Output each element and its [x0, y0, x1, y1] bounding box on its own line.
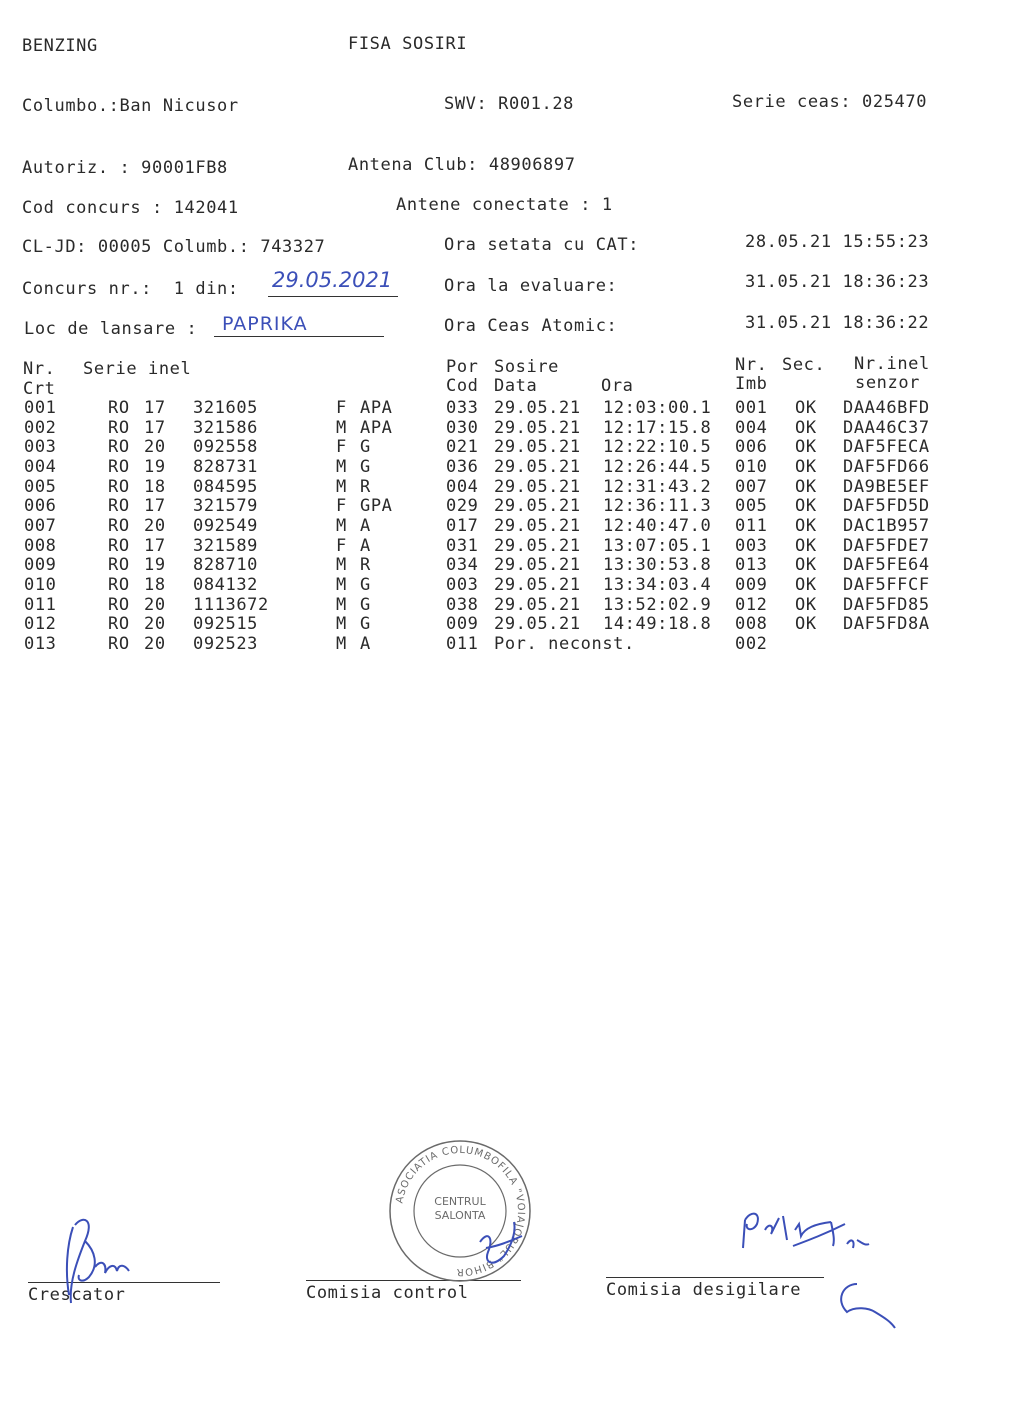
table-row — [0, 595, 1024, 615]
cell-year: 17 — [144, 496, 166, 517]
cell-country: RO — [108, 574, 130, 595]
cell-ring: 084595 — [193, 476, 259, 497]
cell-ring: 828731 — [193, 456, 259, 477]
cell-sensor: DAF5FD5D — [843, 496, 930, 517]
cell-ring: 1113672 — [193, 594, 269, 615]
cell-sensor: DAF5FD66 — [843, 456, 930, 477]
cell-date: 29.05.21 — [494, 476, 581, 497]
cell-nr: 005 — [24, 476, 57, 497]
cell-year: 19 — [144, 555, 166, 576]
cell-time: 12:26:44.5 — [603, 456, 712, 477]
cell-sex: M — [336, 417, 347, 438]
cell-ring: 092549 — [193, 515, 259, 536]
clock-set-value: 28.05.21 15:55:23 — [745, 232, 930, 252]
cell-date: 29.05.21 — [494, 555, 581, 576]
cell-sec: OK — [795, 417, 817, 438]
cell-sensor: DAF5FE64 — [843, 555, 930, 576]
cell-sex: M — [336, 515, 347, 536]
cell-sec: OK — [795, 398, 817, 418]
atomic-clock-value: 31.05.21 18:36:22 — [745, 313, 930, 333]
cell-sec: OK — [795, 476, 817, 497]
cell-country: RO — [108, 555, 130, 576]
cell-year: 20 — [144, 614, 166, 635]
cell-sec: OK — [795, 555, 817, 576]
cell-code: 009 — [446, 614, 479, 635]
cell-imb: 008 — [735, 614, 768, 635]
cell-imb: 010 — [735, 456, 768, 477]
contest-code: Cod concurs : 142041 — [22, 198, 239, 218]
cell-ring: 084132 — [193, 574, 259, 595]
table-row — [0, 516, 1024, 536]
cell-code: 011 — [446, 633, 479, 654]
association-stamp — [388, 1136, 538, 1286]
cell-time: 12:36:11.3 — [603, 496, 712, 517]
cell-sensor: DAA46C37 — [843, 417, 930, 438]
cell-nr: 002 — [24, 417, 57, 438]
cell-date: 29.05.21 — [494, 496, 581, 517]
cell-time: 14:49:18.8 — [603, 614, 712, 635]
cell-time: 13:34:03.4 — [603, 574, 712, 595]
cell-color: APA — [360, 398, 393, 418]
cell-ring: 321589 — [193, 535, 259, 556]
table-row — [0, 418, 1024, 438]
control-committee-label: Comisia control — [306, 1283, 469, 1303]
cell-nr: 009 — [24, 555, 57, 576]
cell-nr: 010 — [24, 574, 57, 595]
cell-sex: M — [336, 633, 347, 654]
cell-sex: M — [336, 456, 347, 477]
stamp-line-1: CENTRUL — [434, 1195, 486, 1208]
cell-sec: OK — [795, 594, 817, 615]
clock-set-label: Ora setata cu CAT: — [444, 235, 640, 255]
cell-imb: 005 — [735, 496, 768, 517]
cell-nr: 001 — [24, 398, 57, 418]
cell-imb: 003 — [735, 535, 768, 556]
cell-country: RO — [108, 535, 130, 556]
cell-sec: OK — [795, 496, 817, 517]
cell-year: 19 — [144, 456, 166, 477]
stamp-outer-text: ASOCIATIA COLUMBOFILA "VOIAJORUL" BIHOR — [394, 1144, 527, 1278]
cell-sex: M — [336, 594, 347, 615]
breeder-label: Crescator — [28, 1285, 126, 1305]
cell-country: RO — [108, 437, 130, 458]
table-row — [0, 437, 1024, 457]
cell-sex: F — [336, 437, 347, 458]
unsealing-committee-label: Comisia desigilare — [606, 1280, 802, 1300]
cell-country: RO — [108, 476, 130, 497]
cell-sensor: DAF5FD8A — [843, 614, 930, 635]
col-header-por: Por — [446, 357, 479, 377]
cell-sec: OK — [795, 515, 817, 536]
release-place-handwritten: PAPRIKA — [222, 313, 308, 335]
cell-imb: 002 — [735, 633, 768, 654]
cell-time: 12:22:10.5 — [603, 437, 712, 458]
cell-code: 036 — [446, 456, 479, 477]
cell-year: 18 — [144, 476, 166, 497]
cell-ring: 092515 — [193, 614, 259, 635]
contest-date-handwritten: 29.05.2021 — [272, 268, 393, 292]
table-row — [0, 496, 1024, 516]
clock-serial: Serie ceas: 025470 — [732, 92, 928, 112]
cell-color: G — [360, 594, 371, 615]
table-row — [0, 634, 1024, 654]
col-header-sensor-1: Nr.inel — [854, 354, 930, 374]
table-row — [0, 555, 1024, 575]
connected-antennas: Antene conectate : 1 — [396, 195, 613, 215]
document-title: FISA SOSIRI — [348, 34, 468, 54]
cell-sec: OK — [795, 456, 817, 477]
cell-date: 29.05.21 — [494, 456, 581, 477]
cell-year: 17 — [144, 535, 166, 556]
col-header-crt: Crt — [23, 379, 56, 399]
cell-year: 20 — [144, 437, 166, 458]
cell-code: 034 — [446, 555, 479, 576]
cell-sex: F — [336, 535, 347, 556]
cell-color: A — [360, 515, 371, 536]
cell-imb: 007 — [735, 476, 768, 497]
cell-code: 031 — [446, 535, 479, 556]
cell-nr: 006 — [24, 496, 57, 517]
cell-country: RO — [108, 398, 130, 418]
cell-code: 003 — [446, 574, 479, 595]
cell-date: 29.05.21 — [494, 574, 581, 595]
cell-sensor: DA9BE5EF — [843, 476, 930, 497]
cell-code: 030 — [446, 417, 479, 438]
cell-color: APA — [360, 417, 393, 438]
release-place-underline — [214, 336, 384, 337]
cell-country: RO — [108, 614, 130, 635]
cell-country: RO — [108, 496, 130, 517]
cell-country: RO — [108, 633, 130, 654]
cell-sex: M — [336, 614, 347, 635]
col-header-arrival: Sosire — [494, 357, 560, 377]
cell-date: 29.05.21 — [494, 437, 581, 458]
cell-imb: 009 — [735, 574, 768, 595]
cell-imb: 001 — [735, 398, 768, 418]
cell-date: Por. neconst. — [494, 633, 635, 654]
cell-sec: OK — [795, 574, 817, 595]
cell-color: G — [360, 456, 371, 477]
cell-sec: OK — [795, 535, 817, 556]
cell-sec: OK — [795, 437, 817, 458]
contest-number-label: Concurs nr.: 1 din: — [22, 279, 239, 299]
col-header-time: Ora — [601, 376, 634, 396]
cell-nr: 007 — [24, 515, 57, 536]
cell-ring: 321586 — [193, 417, 259, 438]
cell-code: 038 — [446, 594, 479, 615]
cell-country: RO — [108, 417, 130, 438]
evaluation-time-label: Ora la evaluare: — [444, 276, 618, 296]
cell-code: 021 — [446, 437, 479, 458]
cell-date: 29.05.21 — [494, 614, 581, 635]
release-place-label: Loc de lansare : — [24, 319, 198, 339]
col-header-sensor-2: senzor — [855, 373, 921, 393]
cell-time: 13:52:02.9 — [603, 594, 712, 615]
cell-time: 13:07:05.1 — [603, 535, 712, 556]
cell-nr: 003 — [24, 437, 57, 458]
cell-ring: 321579 — [193, 496, 259, 517]
breeder-signature — [55, 1205, 145, 1315]
cell-ring: 092558 — [193, 437, 259, 458]
columbofil-name: Columbo.:Ban Nicusor — [22, 96, 239, 116]
club-antenna: Antena Club: 48906897 — [348, 155, 576, 175]
cell-sensor: DAF5FECA — [843, 437, 930, 458]
cell-code: 004 — [446, 476, 479, 497]
cell-sex: M — [336, 555, 347, 576]
cell-sex: F — [336, 398, 347, 418]
evaluation-time-value: 31.05.21 18:36:23 — [745, 272, 930, 292]
cell-color: R — [360, 555, 371, 576]
cell-code: 033 — [446, 398, 479, 418]
swv-version: SWV: R001.28 — [444, 94, 575, 114]
cell-imb: 004 — [735, 417, 768, 438]
cell-code: 029 — [446, 496, 479, 517]
cell-year: 17 — [144, 417, 166, 438]
cell-nr: 013 — [24, 633, 57, 654]
table-row — [0, 614, 1024, 634]
col-header-ring-series: Serie inel — [83, 359, 192, 379]
col-header-cod: Cod — [446, 376, 479, 396]
cell-ring: 321605 — [193, 398, 259, 418]
col-header-nr-imb-1: Nr. — [735, 355, 768, 375]
cell-date: 29.05.21 — [494, 594, 581, 615]
cell-nr: 008 — [24, 535, 57, 556]
cell-imb: 006 — [735, 437, 768, 458]
table-row — [0, 536, 1024, 556]
col-header-sec: Sec. — [782, 355, 826, 375]
cell-color: R — [360, 476, 371, 497]
cell-country: RO — [108, 515, 130, 536]
cell-year: 20 — [144, 633, 166, 654]
cl-jd-line: CL-JD: 00005 Columb.: 743327 — [22, 237, 326, 257]
cell-sensor: DAA46BFD — [843, 398, 930, 418]
cell-country: RO — [108, 456, 130, 477]
cell-sec: OK — [795, 614, 817, 635]
cell-ring: 828710 — [193, 555, 259, 576]
cell-sensor: DAF5FDE7 — [843, 535, 930, 556]
cell-country: RO — [108, 594, 130, 615]
cell-sex: M — [336, 574, 347, 595]
table-row — [0, 398, 1024, 418]
cell-imb: 011 — [735, 515, 768, 536]
unsealing-signatures — [735, 1200, 905, 1340]
cell-code: 017 — [446, 515, 479, 536]
cell-time: 12:17:15.8 — [603, 417, 712, 438]
cell-year: 18 — [144, 574, 166, 595]
cell-time: 12:03:00.1 — [603, 398, 712, 418]
cell-color: G — [360, 574, 371, 595]
cell-date: 29.05.21 — [494, 398, 581, 418]
cell-color: A — [360, 633, 371, 654]
cell-nr: 011 — [24, 594, 57, 615]
cell-date: 29.05.21 — [494, 417, 581, 438]
cell-date: 29.05.21 — [494, 515, 581, 536]
cell-imb: 012 — [735, 594, 768, 615]
cell-nr: 012 — [24, 614, 57, 635]
col-header-date: Data — [494, 376, 538, 396]
col-header-nr: Nr. — [23, 359, 56, 379]
cell-date: 29.05.21 — [494, 535, 581, 556]
cell-imb: 013 — [735, 555, 768, 576]
cell-year: 17 — [144, 398, 166, 418]
cell-color: GPA — [360, 496, 393, 517]
cell-color: A — [360, 535, 371, 556]
table-row — [0, 575, 1024, 595]
stamp-line-2: SALONTA — [434, 1209, 486, 1222]
cell-year: 20 — [144, 594, 166, 615]
authorization-code: Autoriz. : 90001FB8 — [22, 158, 228, 178]
cell-time: 12:40:47.0 — [603, 515, 712, 536]
cell-sensor: DAF5FFCF — [843, 574, 930, 595]
cell-color: G — [360, 437, 371, 458]
col-header-nr-imb-2: Imb — [735, 374, 768, 394]
cell-time: 12:31:43.2 — [603, 476, 712, 497]
cell-year: 20 — [144, 515, 166, 536]
cell-color: G — [360, 614, 371, 635]
cell-sex: F — [336, 496, 347, 517]
table-row — [0, 477, 1024, 497]
atomic-clock-label: Ora Ceas Atomic: — [444, 316, 618, 336]
cell-nr: 004 — [24, 456, 57, 477]
cell-time: 13:30:53.8 — [603, 555, 712, 576]
cell-sensor: DAF5FD85 — [843, 594, 930, 615]
contest-date-underline — [268, 296, 398, 297]
cell-sex: M — [336, 476, 347, 497]
table-row — [0, 457, 1024, 477]
cell-ring: 092523 — [193, 633, 259, 654]
club-name: BENZING — [22, 36, 98, 56]
cell-sensor: DAC1B957 — [843, 515, 930, 536]
